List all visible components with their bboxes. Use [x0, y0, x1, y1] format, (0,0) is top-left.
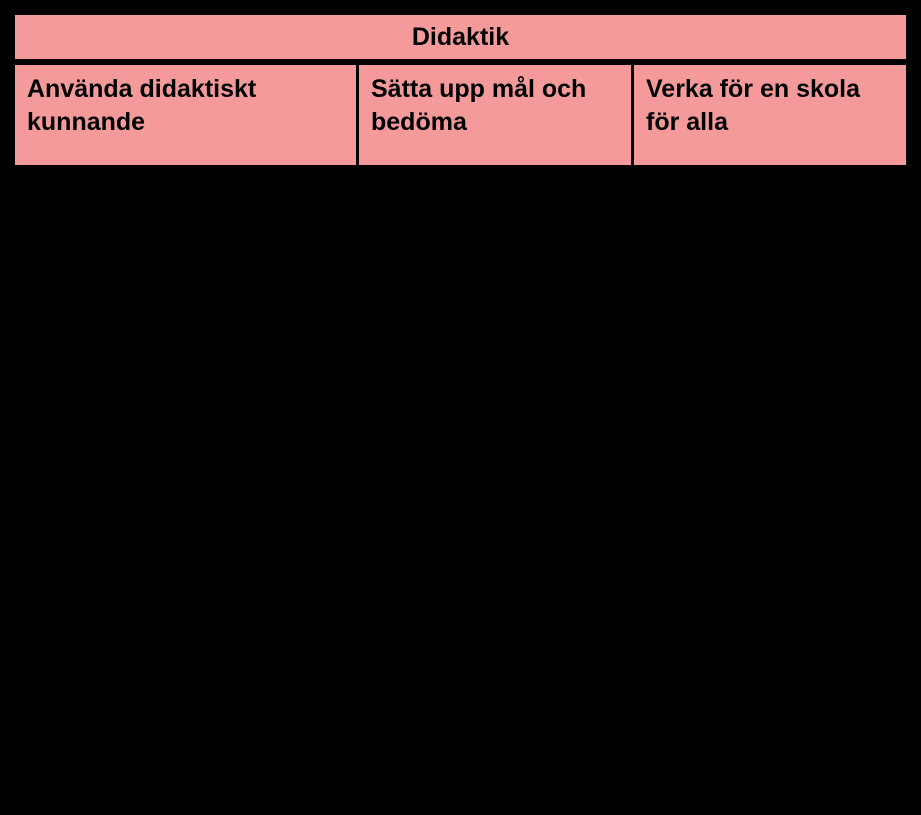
table-row — [13, 63, 908, 167]
didaktik-table — [13, 13, 908, 167]
table-header: Didaktik — [13, 13, 908, 61]
cell-anvanda-didaktiskt-kunnande: Använda didaktiskt kunnande — [13, 63, 358, 167]
cell-verka-for-en-skola-for-alla: Verka för en skola för alla — [632, 63, 908, 167]
cell-satta-upp-mal-och-bedoma: Sätta upp mål och bedöma — [357, 63, 633, 167]
